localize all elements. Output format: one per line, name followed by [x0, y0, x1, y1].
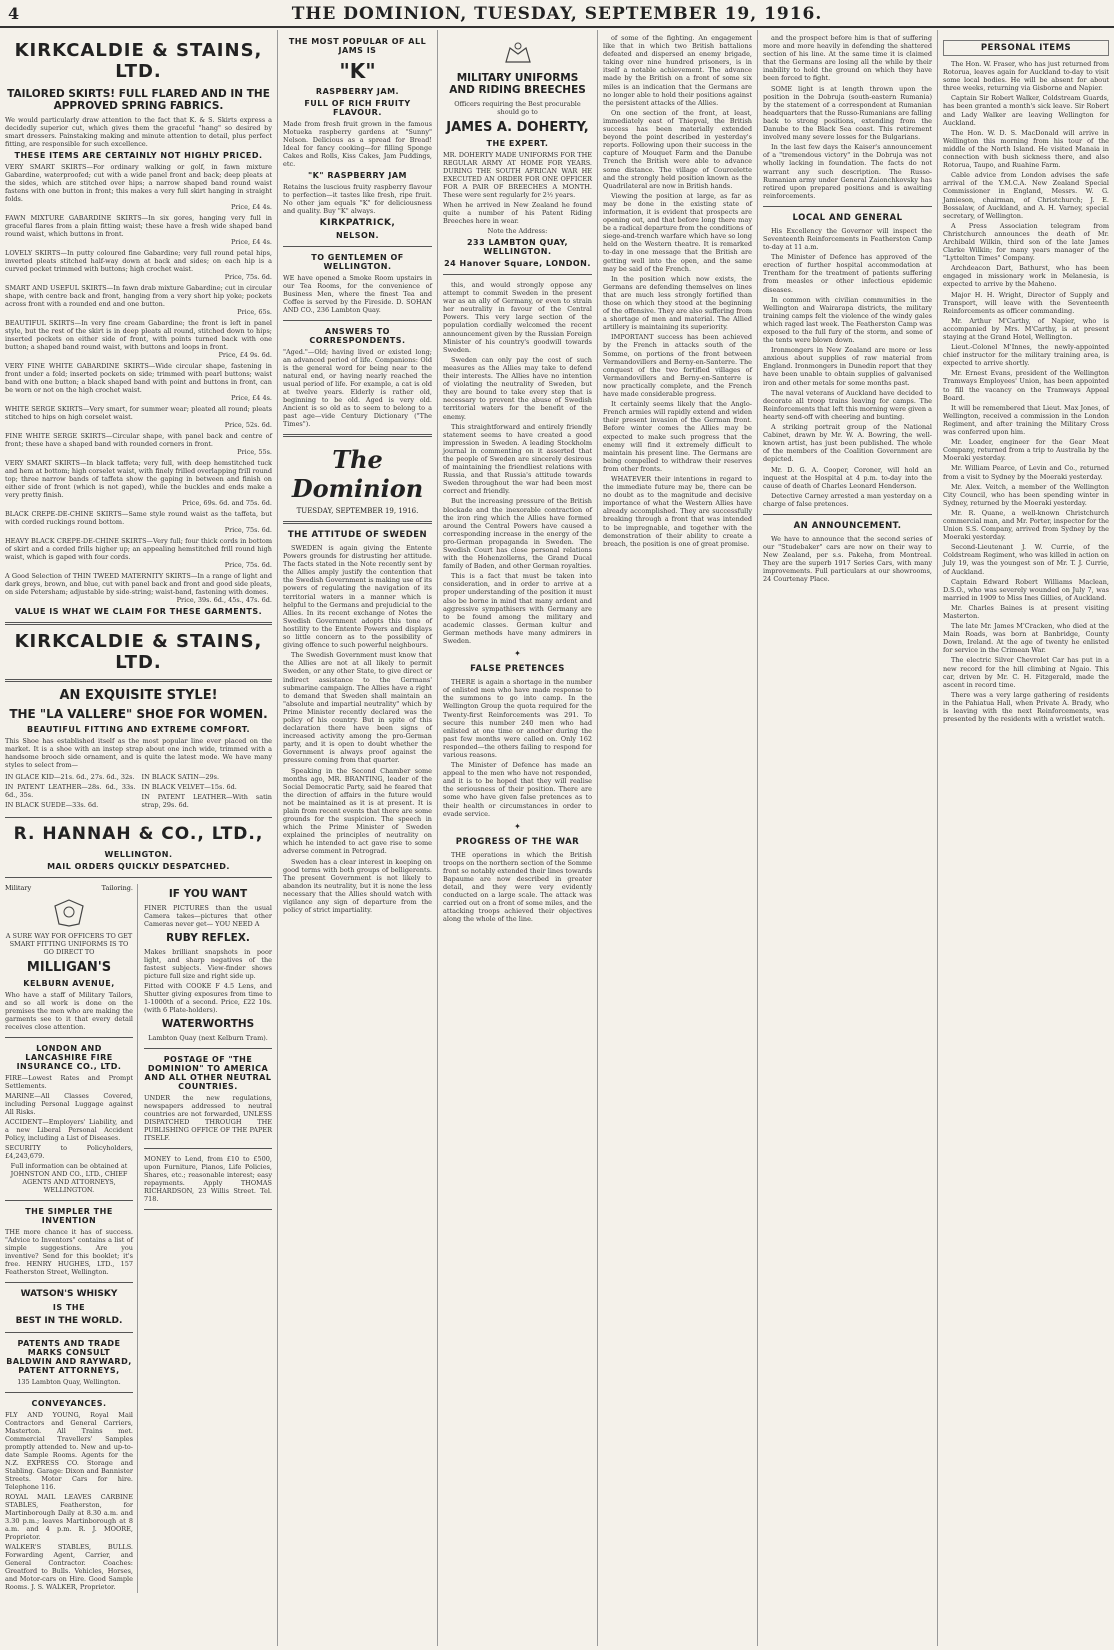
local-news-item: Ironmongers in New Zealand are more or less anxious about supplies of raw material from England. Ironmongers in Dunedin report that they have been unable to obtain supplies of galvanised iron and other metals for some months past.: [763, 346, 932, 387]
divider: [5, 1037, 133, 1038]
skirt-item-text: VERY SMART SKIRTS—For ordinary walking or golf, in fawn mixture Gabardine, waterproofed; cut with a wide panel front and back; deep pleats at the sides, which are stitched over hips; a narrow shaped band round waist fastens with one button in front; this makes a very full skirt hanging in straight folds.: [5, 163, 272, 203]
shoe-list: [5, 771, 272, 811]
personal-item: The Hon. W. D. S. MacDonald will arrive in Wellington this morning from his tour of the middle of the North Island. He visited Manaia in connection with bush sickness there, and also Rotorua, Taupo, and Ruahine Farm.: [943, 128, 1109, 170]
skirt-item-text: VERY FINE WHITE GABARDINE SKIRTS—Wide circular shape, fastening in front under a fold; inserted pockets on side; trimmed with pearl buttons; waist band with one button; a black shaped band with point and buttons in front, can be worn or not on the high crochet waist.: [5, 362, 272, 394]
walker-body: WALKER'S STABLES, BULLS. Forwarding Agent, Carrier, and General Contractor. Coaches: Greatford to Bulls. Vehicles, Horses, and Motor-cars on Hire. Good Sample Rooms. J. S. WALKER, Proprietor.: [5, 1543, 133, 1591]
newspaper-page: [0, 30, 1114, 1646]
ruby-detail: Fitted with COOKE F 4.5 Lens, and Shutter giving exposures from time to 1-1000th of a second. Price, £22 10s. (with 6 Plate-holders).: [144, 982, 272, 1014]
dominion-logo: The Dominion: [291, 445, 424, 503]
jam-body3: Retains the luscious fruity raspberry flavour to perfection—it tastes like fresh, ripe fruit. No other jam equals "K" for deliciousness and quality. Buy "K" always.: [283, 183, 432, 215]
kirkpatrick: KIRKPATRICK,: [319, 218, 396, 228]
skirt-item: [5, 572, 272, 604]
milligan-text: A SURE WAY FOR OFFICERS TO GET SMART FITTING UNIFORMS IS TO GO DIRECT TO: [5, 932, 133, 956]
personal-item: Cable advice from London advises the safe arrival of the Y.M.C.A. New Zealand Special Commissioner in England, Messrs. W. G. Jamieson, chairman, of Christchurch; J. E. Bossalaw, of Auckland, and A. H. Varney, special secretary, of Wellington.: [943, 171, 1109, 220]
war-progress-continued: [763, 34, 932, 200]
article-paragraph: of some of the fighting. An engagement like that in which two British battalions defeated and dispersed an enemy brigade, taking over nine hundred prisoners, is in itself a notable achievement. The advance made by the British on a front of some six miles is an indication that the Germans are no longer able to hold their positions against the persistent attacks of the Allies.: [603, 34, 752, 107]
coat-of-arms-icon: [49, 896, 89, 928]
war-progress-body: [603, 34, 752, 548]
editorial-body: [283, 544, 432, 914]
invention-body: THE more chance it has of success. "Advice to Inventors" contains a list of simple suggestions. Are you inventive? Send for this booklet; it's free. HENRY HUGHES, LTD., 157 Featherston Street, Wellington.: [5, 1228, 133, 1276]
skirt-item-text: HEAVY BLACK CREPE-DE-CHINE SKIRTS—Very full; four thick cords in bottom of skirt and a corded frills higher up; an appealing hemstitched frill round high waist, which is gaped with four cords.: [5, 537, 272, 561]
money-body: MONEY to Lend, from £10 to £500, upon Furniture, Pianos, Life Policies, Shares, etc.; reasonable interest; easy repayments. Apply THOMAS RICHARDSON, 23 Willis Street. Tel. 718.: [144, 1155, 272, 1203]
shoe-heading: AN EXQUISITE STYLE!: [59, 688, 218, 703]
jam-k2: "K" RASPBERRY JAM: [308, 171, 407, 180]
personal-item: Lieut.-Colonel M'Innes, the newly-appointed chief instructor for the military training area, is expected to arrive shortly.: [943, 343, 1109, 368]
personal-item: A Press Association telegram from Christchurch announces the death of Mr. Archibald Wilkin, third son of the late James Clarke Wilkin; for many years manager of the "Lyttelton Times" Company.: [943, 221, 1109, 263]
divider: [283, 434, 432, 437]
military-address-1: 233 LAMBTON QUAY, WELLINGTON.: [466, 238, 569, 256]
shoe-list-item: IN PATENT LEATHER—With satin strap, 29s. 6d.: [141, 793, 272, 809]
personal-item: Mr. Ernest Evans, president of the Wellington Tramways Employees' Union, has been appointed to fill the vacancy on the Tramways Appeal Board.: [943, 369, 1109, 402]
progress-body: THE operations in which the British troops on the northern section of the Somme front so notably extended their lines towards Bapaume are now described in greater detail, and they were very evidently conducted on a large scale. The attack was carried out on a front of some miles, and the attacking troops achieved their objectives along the whole of the line.: [443, 850, 592, 924]
divider: [5, 1282, 133, 1283]
doherty-expert: THE EXPERT.: [486, 139, 549, 148]
ornament: ✦: [514, 649, 521, 659]
article-paragraph: On one section of the front, at least, immediately east of Thiepval, the British success has been materially extended beyond the point described in yesterday's reports. Following upon their success in the capture of Mouquet Farm and the Danube Trench the British were able to advance some distance. The village of Courcelette and the strongly held position known as the Quadrilateral are now in British hands.: [603, 108, 752, 190]
skirt-item: [5, 510, 272, 534]
divider: [763, 514, 932, 515]
skirt-item-price: Price, £4 4s.: [230, 238, 272, 246]
editorial-continued: [443, 281, 592, 645]
local-general-heading: LOCAL AND GENERAL: [792, 212, 903, 223]
page-number: 4: [8, 4, 20, 23]
article-paragraph: this, and would strongly oppose any attempt to commit Sweden in the present war as an ally of Germany, or even to strain her neutrality in favour of the Central Powers. This very large section of the population cordially welcomed the recent announcement given by the Russian Foreign Minister of his country's goodwill towards Sweden.: [443, 281, 592, 354]
hannah-mail: MAIL ORDERS QUICKLY DESPATCHED.: [47, 862, 230, 871]
skirt-item-price: Price, £4 4s.: [230, 394, 272, 402]
skirt-item-price: Price, 75s. 6d.: [224, 273, 272, 281]
nelson: NELSON.: [335, 231, 380, 240]
divider: [5, 622, 272, 625]
watson-is: IS THE: [52, 1303, 86, 1312]
column-3: [438, 30, 598, 1646]
skirt-item: [5, 163, 272, 211]
local-news-item: The naval veterans of Auckland have decided to decorate all troop trains leaving for camps. The Reinforcements that left this morning were given a hearty send-off with cheering and bunting.: [763, 388, 932, 421]
editorial-paragraph: Speaking in the Second Chamber some months ago, MR. BRANTING, leader of the Social Democratic Party, said he feared that the direction of affairs in the future would not be maintained as it is at present. It is plain from recent events that there are some grounds for the suspicion. The speech in which the Prime Minister of Sweden explained the principles of neutrality on which he intended to act gave rise to some adverse comment in Petrograd.: [283, 766, 432, 856]
divider: [5, 1200, 133, 1201]
skirt-item-price: Price, 65s.: [237, 308, 272, 316]
insurance-heading: LONDON AND LANCASHIRE FIRE INSURANCE CO., LTD.: [16, 1044, 122, 1071]
article-paragraph: In the position which now exists, the Germans are defending themselves on lines that are much less strongly fortified than those on which they stood at the beginning of the offensive. They are also suffering from a shortage of men and material. The Allied artillery is maintaining its superiority.: [603, 274, 752, 332]
royal-crest-icon: [498, 38, 538, 68]
article-paragraph: This is a fact that must be taken into consideration, and in order to arrive at a proper understanding of the position it must also be borne in mind that many ardent and aggressive sympathisers with Germany are to be found among the military and academic classes. German kultur and German methods have many admirers in Sweden.: [443, 572, 592, 646]
value-line: VALUE IS WHAT WE CLAIM FOR THESE GARMENTS.: [14, 607, 263, 616]
shoe-list-item: IN BLACK SUEDE—33s. 6d.: [5, 801, 99, 809]
skirt-item-text: BLACK CREPE-DE-CHINE SKIRTS—Same style round waist as the taffeta, but with corded ruckings round bottom.: [5, 510, 272, 526]
skirt-item: [5, 459, 272, 507]
military-address-2: 24 Hanover Square, LONDON.: [444, 259, 591, 268]
page-title: THE DOMINION, TUESDAY, SEPTEMBER 19, 1916.: [291, 4, 823, 24]
personal-item: Captain Sir Robert Walker, Coldstream Guards, has been granted a month's sick leave. Sir Robert and Lady Walker are leaving Wellington for Auckland.: [943, 94, 1109, 127]
insurance-line: FIRE—Lowest Rates and Prompt Settlements.: [5, 1074, 133, 1090]
invention-heading: THE SIMPLER THE INVENTION: [25, 1207, 113, 1225]
announcement-heading: AN ANNOUNCEMENT.: [793, 520, 902, 531]
postage-heading: POSTAGE OF "THE DOMINION" TO AMERICA AND ALL OTHER NEUTRAL COUNTRIES.: [144, 1055, 272, 1091]
column-5: [758, 30, 938, 1646]
divider: [443, 274, 592, 275]
skirt-item: [5, 362, 272, 402]
ifyouwant-heading: IF YOU WANT: [168, 888, 248, 900]
conveyances-heading: CONVEYANCES.: [31, 1399, 107, 1408]
divider: [5, 877, 272, 878]
article-paragraph: But the increasing pressure of the British blockade and the inexorable contraction of the iron ring which the Allies have formed around the Central Powers have caused a corresponding increase in the energy of the pro-German propaganda in Sweden. The Swedish Court has close personal relations with the Hohenzollerns, the Grand Ducal family of Baden, and other German royalties.: [443, 497, 592, 571]
personal-item: The electric Silver Chevrolet Car has put in a new record for the hill climbing at Ngaio. This car, driven by Mr. C. H. Fitzgerald, made the ascent in record time.: [943, 656, 1109, 689]
divider: [5, 1392, 133, 1393]
local-news-item: His Excellency the Governor will inspect the Seventeenth Reinforcements in Featherston Camp to-day at 11 a.m.: [763, 226, 932, 252]
watson-heading: WATSON'S WHISKY: [20, 1289, 118, 1299]
article-paragraph: WHATEVER their intentions in regard to the immediate future may be, there can be no doubt as to the magnitude and decisive importance of what the Western Allies have already accomplished. They are successfully breaking through a front that was intended to be impregnable, and together with the demonstration of their ability to create a breach, the position is one of great promise.: [603, 474, 752, 548]
skirt-item-text: BEAUTIFUL SKIRTS—In very fine cream Gabardine; the front is left in panel style, but the rest of the skirt is in deep pleats all round, stitched down to hips; inserted pockets on either side of front, with points turned back with one button; a shaped band round waist, with buttons and loops in front.: [5, 319, 272, 351]
skirts-note: THESE ITEMS ARE CERTAINLY NOT HIGHLY PRICED.: [14, 151, 263, 160]
shoe-list-item: IN BLACK SATIN—29s.: [141, 773, 220, 781]
skirt-item-text: LOVELY SKIRTS—In putty coloured fine Gabardine; very full round petal hips, inverted pleats stitched half-way down at back and sides; on each hip is a curved pocket trimmed with buttons; high crochet waist.: [5, 249, 272, 273]
local-news-item: Detective Carney arrested a man yesterday on a charge of false pretences.: [763, 491, 932, 508]
skirt-item: [5, 249, 272, 281]
shoe-list-item: IN GLACE KID—21s. 6d., 27s. 6d., 32s.: [5, 773, 135, 781]
military-address-label: Note the Address:: [487, 227, 548, 235]
jam-body2: Made from fresh fruit grown in the famous Motueka raspberry gardens at "Sunny" Nelson. Delicious as a spread for Bread! Ideal for fancy cooking—for filling Sponge Cakes and Rolls, Kiss Cakes, Jam Puddings, etc.: [283, 120, 432, 168]
ruby-body: Makes brilliant snapshots in poor light, and sharp negatives of the fastest subjects. View-finder shows picture full size and right side up.: [144, 948, 272, 980]
divider: [283, 246, 432, 247]
ornament: ✦: [514, 821, 521, 831]
skirt-item-price: Price, 55s.: [237, 448, 272, 456]
false-pretences-heading: FALSE PRETENCES: [470, 664, 565, 675]
patents-address: 135 Lambton Quay, Wellington.: [17, 1378, 121, 1386]
editorial-paragraph: Sweden has a clear interest in keeping on good terms with both groups of belligerents. The present Government is not likely to abandon its neutrality, but it is none the less necessary that the Allies should watch with vigilance any sign of departure from the policy of strict impartiality.: [283, 857, 432, 915]
skirt-item: [5, 319, 272, 359]
masthead: [0, 0, 1114, 28]
waterworths-address: Lambton Quay (next Kelburn Tram).: [148, 1034, 268, 1042]
insurance-line: SECURITY to Policyholders, £4,243,679.: [5, 1144, 133, 1160]
military-body-2: When he arrived in New Zealand he found quite a number of his Patent Riding Breeches here in wear.: [443, 201, 592, 225]
article-paragraph: This straightforward and entirely friendly statement seems to have created a good impression in Sweden. A leading Stockholm journal in commenting on it asserted that the people of Sweden are sincerely desirous of maintaining the friendliest relations with Russia, and that Russia's attitude towards Sweden throughout the war had been most correct and friendly.: [443, 422, 592, 496]
shoe-list-item: IN PATENT LEATHER—28s. 6d., 33s. 6d., 35s.: [5, 783, 136, 799]
patents-heading: PATENTS AND TRADE MARKS CONSULT BALDWIN AND RAYWARD, PATENT ATTORNEYS,: [6, 1339, 132, 1375]
watson-best: BEST IN THE WORLD.: [15, 1316, 123, 1326]
local-news-item: The Minister of Defence has approved of the erection of further hospital accommodation at Trentham for the treatment of patients suffering from measles or other infectious epidemic diseases.: [763, 253, 932, 294]
personal-item: Mr. R. Quane, a well-known Christchurch commercial man, and Mr. Porter, inspector for the Union S.S. Company, arrived from Sydney by the Moeraki yesterday.: [943, 508, 1109, 542]
skirt-item-text: VERY SMART SKIRTS—In black taffeta; very full, with deep hemstitched tuck and hem at bottom; high corselet waist, with finely frilled overlapping frill round top; three narrow bands of taffeta show the gaping in between and finish on either side of front (which is not gaped), while the buckles and ends make a very pretty finish.: [5, 459, 272, 499]
skirt-item-text: FAWN MIXTURE GABARDINE SKIRTS—In six gores, hanging very full in graceful flares from a plain fitting waist; these have a fresh wide shaped band round waist, which buttons in front.: [5, 214, 272, 238]
shoe-heading-2: THE "LA VALLERE" SHOE FOR WOMEN.: [9, 707, 268, 721]
conveyances-body: FLY AND YOUNG, Royal Mail Contractors and General Carriers, Masterton. All Trains met. Commercial Travellers' Samples promptly attended to. New and up-to-date Sample Rooms. Agents for the N.Z. EXPRESS CO. Storage and Stabling. Garage: Dixon and Bannister Streets. Motor Cars for hire. Telephone 116.: [5, 1411, 133, 1491]
personal-item: Captain Edward Robert Williams Maclean, D.S.O., who was severely wounded on July 7, was married in 1909 to Miss Ines Gillies, of Auckland.: [943, 577, 1109, 602]
skirt-item-text: FINE WHITE SERGE SKIRTS—Circular shape, with panel back and centre of front; these have a shaped band with rounded corners in front.: [5, 432, 272, 448]
skirt-item-price: Price, 39s. 6d., 45s., 47s. 6d.: [176, 596, 272, 604]
shoe-body: This Shoe has established itself as the most popular line ever placed on the market. It is a shoe with an instep strap about one inch wide, trimmed with a handsome brooch side ornament, and is quite the latest mode. We have many styles to select from—: [5, 737, 272, 769]
personal-item: Archdeacon Dart, Bathurst, who has been engaged in missionary work in Melanesia, is expected to arrive by the Maheno.: [943, 264, 1109, 289]
false-pretences-body: [443, 678, 592, 818]
article-paragraph: THERE is again a shortage in the number of enlisted men who have made response to the summons to go into camp. In the Wellington Group the quota required for the Twenty-first Reinforcements was 291. To secure this number 240 men who had enlisted at one time or another during the past few months were called on. Only 162 responded—the others failing to respond for various reasons.: [443, 678, 592, 759]
military-body: MR. DOHERTY MADE UNIFORMS FOR THE REGULAR ARMY AT HOME FOR YEARS. DURING THE SOUTH AFRICAN WAR HE EXECUTED AN ORDER FOR ONE OFFICER FOR A PAIR OF BREECHES A MONTH. These were sent regularly for 2½ years.: [443, 151, 592, 199]
dateline: TUESDAY, SEPTEMBER 19, 1916.: [296, 507, 419, 515]
divider: [283, 521, 432, 524]
local-general-body: [763, 227, 932, 508]
skirt-item-price: Price, 75s. 6d.: [224, 526, 272, 534]
skirts-intro: We would particularly draw attention to the fact that K. & S. Skirts express a decidedly superior cut, which gives them the graceful "hang" so desired by smart dressers. Painstaking making and minute attention to detail, plus perfect fitting, are responsible for such excellence.: [5, 116, 272, 148]
personal-item: Mr. Loader, engineer for the Gear Meat Company, returned from a trip to Australia by the Moeraki yesterday.: [943, 438, 1109, 463]
hannah-city: WELLINGTON.: [104, 850, 173, 859]
progress-heading: PROGRESS OF THE WAR: [455, 836, 580, 847]
announcement-body: We have to announce that the second series of our "Studebaker" cars are now on their way to New Zealand, per s.s. Pakeha, from Montreal. They are the superb 1917 Series Cars, with many improvements. Full particulars at our showrooms, 24 Courtenay Place.: [763, 534, 932, 584]
milligan-labels: Military Tailoring.: [5, 884, 133, 892]
editorial-paragraph: The Swedish Government must know that the Allies are not at all likely to permit Sweden, or any other State, to give direct or indirect assistance to the Germans' submarine campaign. The Allies have a right to demand that Sweden shall maintain an "absolute and impartial neutrality" which by Prime Minister recently declared was the policy of his country. But in spite of this declaration there have been signs of increased activity among the pro-German party, and it is open to doubt whether the Government is always proof against the pressure coming from that quarter.: [283, 651, 432, 765]
insurance-line: MARINE—All Classes Covered, including Personal Luggage against All Risks.: [5, 1092, 133, 1116]
jam-top: THE MOST POPULAR OF ALL JAMS IS: [288, 37, 427, 55]
skirt-item-price: Price, £4 4s.: [230, 203, 272, 211]
divider: [5, 679, 272, 682]
article-paragraph: The Minister of Defence has made an appeal to the men who have not responded, and it is to be hoped that they will realise the seriousness of their position. There are some who have given false pretences as to their health or circumstances in order to evade service.: [443, 761, 592, 818]
skirts-heading: TAILORED SKIRTS! FULL FLARED AND IN THE APPROVED SPRING FABRICS.: [7, 88, 270, 112]
local-news-item: In common with civilian communities in the Wellington and Wairarapa districts, the military training camps felt the violence of the windy gales which raged last week. The Featherston Camp was exposed to the full fury of the storm, and some of the tents were blown down.: [763, 295, 932, 345]
column-4: [598, 30, 758, 1646]
editorial-heading: THE ATTITUDE OF SWEDEN: [287, 530, 428, 540]
jam-name: RASPBERRY JAM.: [315, 87, 400, 96]
skirt-item-price: Price, 75s. 6d.: [224, 561, 272, 569]
skirt-item-price: Price, 69s. 6d. and 75s. 6d.: [182, 499, 272, 507]
gentlemen-body: WE have opened a Smoke Room upstairs in our Tea Rooms, for the convenience of Business Men, where the finest Tea and Coffee is served by the Fireside. D. SOHAN AND CO., 236 Lambton Quay.: [283, 274, 432, 314]
jam-k: "K": [339, 59, 376, 83]
skirt-item: [5, 214, 272, 246]
personal-item: The Hon. W. Fraser, who has just returned from Rotorua, leaves again for Auckland to-day to visit some local bodies. He will be absent for about three weeks, returning via Gisborne and Napier.: [943, 60, 1109, 93]
military-sub: Officers requiring the Best procurable should go to: [454, 100, 581, 116]
skirt-item-price: Price, £4 9s. 6d.: [218, 351, 272, 359]
skirt-list: [5, 163, 272, 604]
column-6: [938, 30, 1114, 1646]
milligan-name: MILLIGAN'S: [26, 960, 112, 975]
divider: [763, 206, 932, 207]
divider: [283, 320, 432, 321]
column-2: [278, 30, 438, 1646]
column-advertisements-1: [0, 30, 278, 1646]
personal-item: Major H. H. Wright, Director of Supply and Transport, will leave with the Seventeenth Reinforcements as officer commanding.: [943, 290, 1109, 315]
shoe-list-item: IN BLACK VELVET—15s. 6d.: [141, 783, 237, 791]
personal-item: There was a very large gathering of residents in the Pahiatua Hall, when Private A. Brady, who is leaving with the next Reinforcements, was presented by the residents with a wristlet watch.: [943, 690, 1109, 724]
divider: [5, 817, 272, 818]
divider: [5, 1332, 133, 1333]
ifyouwant-body: FINER PICTURES than the usual Camera takes—pictures that other Cameras never get— YOU NEED A: [144, 904, 272, 928]
article-paragraph: and the prospect before him is that of suffering more and more heavily in defending the shattered section of his line. At the same time it is claimed that the Germans are losing all the while by their inability to hold the ground on which they have been forced to fight.: [763, 34, 932, 83]
personal-items-body: [943, 60, 1109, 723]
divider: [144, 1209, 272, 1210]
skirt-item: [5, 405, 272, 429]
skirt-item: [5, 284, 272, 316]
military-heading: MILITARY UNIFORMS AND RIDING BREECHES: [449, 72, 586, 96]
article-paragraph: It certainly seems likely that the Anglo-French armies will rapidly extend and widen their present invasion of the German front. Before winter comes the Allies may be expected to make such progress that the enemy will find it extremely difficult to maintain his present line. The Germans are being compelled to withdraw their reserves from other fronts.: [603, 400, 752, 473]
personal-item: Mr. Arthur M'Carthy, of Napier, who is accompanied by Mrs. M'Carthy, is at present staying at the Grand Hotel, Wellington.: [943, 316, 1109, 341]
royal-mail-body: ROYAL MAIL LEAVES CARBINE STABLES, Featherston, for Martinborough Daily at 8.30 a.m. and 3.30 p.m.; leaves Martinborough at 8 a.m. and 4 p.m. R. J. MOORE, Proprietor.: [5, 1493, 133, 1541]
personal-item: Mr. Alex. Veitch, a member of the Wellington City Council, who has been spending winter in Sydney, returned by the Moeraki yesterday.: [943, 482, 1109, 507]
personal-item: The late Mr. James M'Cracken, who died at the Main Roads, was born at Banbridge, County Down, Ireland. At the age of twenty he enlisted for service in the Crimean War.: [943, 622, 1109, 655]
gentlemen-heading: TO GENTLEMEN OF WELLINGTON.: [311, 253, 404, 271]
personal-item: Mr. William Pearce, of Levin and Co., returned from a visit to Sydney by the Moeraki yesterday.: [943, 464, 1109, 481]
article-paragraph: Sweden can only pay the cost of such measures as the Allies may take to defend their interests. The Allies have no intention of violating the neutrality of Sweden, but they are bound to take every step that is necessary to prevent the abuse of Swedish territorial waters for the benefit of the enemy.: [443, 355, 592, 421]
answers-body: "Aged."—Old; having lived or existed long; an advanced period of life. Companions: Old is the general word for being near to the natural end, or having nearly reached the usual period of life. For example, a cat is old at twelve years. Elderly is rather old, beginning to be old. Aged is very old. Ancient is so old as to seem to belong to a past age—vide Century Dictionary ("The Times").: [283, 348, 432, 428]
ruby-reflex-name: RUBY REFLEX.: [166, 932, 250, 944]
doherty-name: JAMES A. DOHERTY,: [446, 120, 589, 135]
skirt-item: [5, 432, 272, 456]
hannah-heading: R. HANNAH & CO., LTD.,: [13, 824, 264, 844]
skirt-item: [5, 537, 272, 569]
milligan-address: KELBURN AVENUE,: [23, 979, 115, 988]
jam-body1: FULL OF RICH FRUITY FLAVOUR.: [304, 99, 411, 117]
shoe-sub: BEAUTIFUL FITTING AND EXTREME COMFORT.: [26, 725, 251, 734]
skirt-item-price: Price, 52s. 6d.: [224, 421, 272, 429]
waterworths-name: WATERWORTHS: [161, 1018, 255, 1030]
article-paragraph: SOME light is at length thrown upon the position in the Dobruja (south-eastern Rumania) by the statement of a correspondent at Rumanian headquarters that the Russo-Rumanians are falling back to strong positions, extending from the Danube to the Black Sea coast. This retirement involved many severe losses for the Bulgarians.: [763, 84, 932, 142]
skirt-item-text: SMART AND USEFUL SKIRTS—In fawn drab mixture Gabardine; cut in circular shape, with centre back and front, hanging from a very short hip yoke; pockets across front with a rounded end and one button.: [5, 284, 272, 308]
editorial-paragraph: SWEDEN is again giving the Entente Powers grounds for distrusting her attitude. The facts stated in the Note recently sent by the Allies amply justify the contention that the Swedish Government is making use of its powers of regulating the navigation of its territorial waters in a manner which is helpful to the Germans and prejudicial to the Allies. In its recent exchange of Notes the Swedish Government adopts this tone of hostility to the Entente Powers and displays so little concern as to the possibility of giving offence to such powerful neighbours.: [283, 544, 432, 650]
personal-item: Mr. Charles Baines is at present visiting Masterton.: [943, 603, 1109, 620]
personal-item: Second-Lieutenant J. W. Currie, of the Coldstream Regiment, who was killed in action on July 19, was the youngest son of Mr. T. J. Currie, of Auckland.: [943, 543, 1109, 576]
postage-body: UNDER the new regulations, newspapers addressed to neutral countries are not forwarded, UNLESS DISPATCHED THROUGH THE PUBLISHING OFFICE OF THE PAPER ITSELF.: [144, 1094, 272, 1142]
personal-item: It will be remembered that Lieut. Max Jones, of Wellington, received a commission in the London Regiment, and after training the Military Cross was conferred upon him.: [943, 403, 1109, 437]
article-paragraph: IMPORTANT success has been achieved by the French in attacks south of the Somme, on portions of the front between Vermandovillers and Berny-en-Santerre. The conquest of the two fortified villages of Vermandovillers and Berny-en-Santerre is now practically complete, and the French have made considerable progress.: [603, 333, 752, 399]
local-news-item: A striking portrait group of the National Cabinet, drawn by Mr. W. A. Bowring, the well-known artist, has just been published. The whole of the members of the Coalition Government are depicted.: [763, 423, 932, 464]
local-news-item: Mr. D. G. A. Cooper, Coroner, will hold an inquest at the Hospital at 4 p.m. to-day into the cause of death of Charles Leonard Henderson.: [763, 465, 932, 490]
personal-items-heading: PERSONAL ITEMS: [943, 40, 1109, 56]
ad-pair: [5, 884, 272, 1593]
article-paragraph: Viewing the position at large, as far as may be done in the existing state of information, it is evident that prospects are opening out, and that before long there may be a radical departure from the conditions of siege-and-trench warfare which have so long held on the Western theatre. It is remarked to-day in one message that the British are getting well into the open, and the same may be said of the French.: [603, 191, 752, 273]
answers-heading: ANSWERS TO CORRESPONDENTS.: [309, 327, 406, 345]
divider: [144, 1148, 272, 1149]
milligan-body: Who have a staff of Military Tailors, and so all work is done on the premises the men who are making the garments see to it that every detail receives close attention.: [5, 991, 133, 1031]
kirkcaldie-heading-2: KIRKCALDIE & STAINS, LTD.: [14, 631, 263, 673]
article-paragraph: In the last few days the Kaiser's announcement of a "tremendous victory" in the Dobruja was not wholly lacking in foundation. The facts do not warrant any such description. The Russo-Rumanian army under General Zaionchkovsky has retired upon prepared positions and is awaiting reinforcements.: [763, 143, 932, 200]
insurance-line: ACCIDENT—Employers' Liability, and a new Liberal Personal Accident Policy, including a List of Diseases.: [5, 1118, 133, 1142]
skirt-item-text: WHITE SERGE SKIRTS—Very smart, for summer wear; pleated all round; pleats stitched to hips on high corselet waist.: [5, 405, 272, 421]
skirt-item-text: A Good Selection of THIN TWEED MATERNITY SKIRTS—In a range of light and dark greys, brown, and blue, cut with panel back and front and good side pleats, on side Petersham; adjustable by side-string; waist-band, fastening with domes.: [5, 572, 272, 596]
kirkcaldie-heading: KIRKCALDIE & STAINS, LTD.: [14, 40, 263, 82]
divider: [144, 1048, 272, 1049]
insurance-contact: Full information can be obtained at JOHNSTON AND CO., LTD., CHIEF AGENTS AND ATTORNEYS, WELLINGTON.: [10, 1162, 128, 1194]
